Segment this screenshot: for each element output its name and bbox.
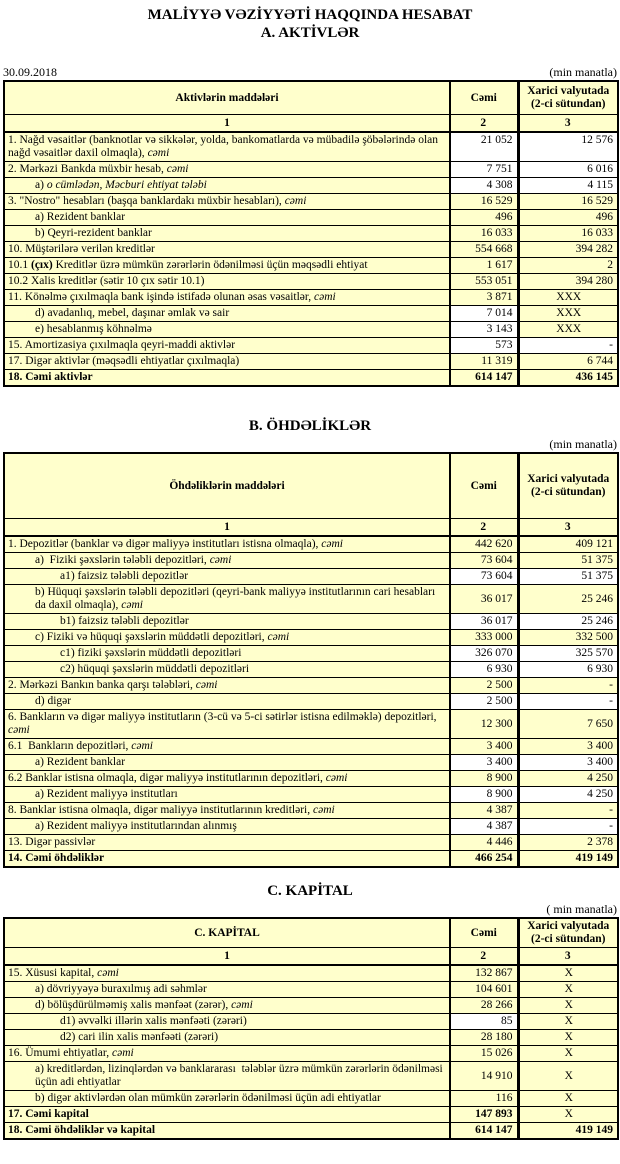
total-value-cell: 85 xyxy=(450,1014,518,1030)
foreign-value-cell: 394 282 xyxy=(518,242,618,258)
total-value-cell: 4 446 xyxy=(450,835,518,851)
row-label-cell: a) o cümlədən, Məcburi ehtiyat tələbi xyxy=(4,178,450,194)
table-row xyxy=(4,965,618,982)
row-label-cell: a) Rezident banklar xyxy=(4,210,450,226)
row-label-cell: 14. Cəmi öhdəliklər xyxy=(4,851,450,868)
table-row xyxy=(4,1107,618,1123)
column-index-2: 2 xyxy=(450,519,518,537)
table-row xyxy=(4,226,618,242)
row-label-cell: b1) faizsiz tələbli depozitlər xyxy=(4,614,450,630)
total-value-cell: 73 604 xyxy=(450,569,518,585)
row-label-cell: d) bölüşdürülməmiş xalis mənfəət (zərər), cəmi xyxy=(4,998,450,1014)
foreign-value-cell: 7 650 xyxy=(518,710,618,739)
row-label-cell: d1) əvvəlki illərin xalis mənfəəti (zərəri) xyxy=(4,1014,450,1030)
table-row xyxy=(4,306,618,322)
liabilities-total-column-header: Cəmi xyxy=(450,453,518,519)
foreign-value-cell: 436 145 xyxy=(518,370,618,387)
table-row xyxy=(4,646,618,662)
total-value-cell: 2 500 xyxy=(450,694,518,710)
table-row xyxy=(4,771,618,787)
total-value-cell: 36 017 xyxy=(450,585,518,614)
foreign-value-cell: 2 xyxy=(518,258,618,274)
row-label-cell: 2. Mərkəzi Bankın banka qarşı tələbləri, cəmi xyxy=(4,678,450,694)
table-row xyxy=(4,819,618,835)
liabilities-foreign-column-header: Xarici valyutada (2-ci sütundan) xyxy=(518,453,618,519)
total-value-cell: 21 052 xyxy=(450,132,518,162)
foreign-value-cell: X xyxy=(518,998,618,1014)
row-label-cell: 1. Depozitlər (banklar və digər maliyyə institutları istisna olmaqla), cəmi xyxy=(4,536,450,553)
foreign-value-cell: 25 246 xyxy=(518,614,618,630)
foreign-value-cell: 419 149 xyxy=(518,1123,618,1140)
foreign-value-cell: 4 250 xyxy=(518,771,618,787)
foreign-value-cell: 25 246 xyxy=(518,585,618,614)
row-label-cell: b) Hüquqi şəxslərin tələbli depozitləri (qeyri-bank maliyyə institutlarının cari hesabları da daxil olmaqla), cəmi xyxy=(4,585,450,614)
table-row xyxy=(4,290,618,306)
row-label-cell: d) digər xyxy=(4,694,450,710)
table-row xyxy=(4,536,618,553)
total-value-cell: 3 400 xyxy=(450,755,518,771)
foreign-value-cell: 51 375 xyxy=(518,553,618,569)
total-value-cell: 3 400 xyxy=(450,739,518,755)
row-label-cell: 17. Digər aktivlər (məqsədli ehtiyatlar çıxılmaqla) xyxy=(4,354,450,370)
foreign-value-cell: XXX xyxy=(518,306,618,322)
row-label-cell: a1) faizsiz tələbli depozitlər xyxy=(4,569,450,585)
total-value-cell: 28 266 xyxy=(450,998,518,1014)
table-row xyxy=(4,553,618,569)
row-label-cell: a) dövriyyəyə buraxılmış adi səhmlər xyxy=(4,982,450,998)
foreign-value-cell: - xyxy=(518,694,618,710)
row-label-cell: 10.1 (çıx) Kreditlər üzrə mümkün zərərlərin ödənilməsi üçün məqsədli ehtiyat xyxy=(4,258,450,274)
foreign-value-cell: 3 400 xyxy=(518,755,618,771)
unit-note-c: ( min manatla) xyxy=(546,902,617,916)
foreign-value-cell: XXX xyxy=(518,322,618,338)
total-value-cell: 14 910 xyxy=(450,1062,518,1091)
row-label-cell: c2) hüquqi şəxslərin müddətli depozitləri xyxy=(4,662,450,678)
foreign-value-cell: 6 930 xyxy=(518,662,618,678)
table-row xyxy=(4,694,618,710)
column-index-3: 3 xyxy=(518,519,618,537)
foreign-value-cell: 394 280 xyxy=(518,274,618,290)
row-label-cell: d2) cari ilin xalis mənfəəti (zərəri) xyxy=(4,1030,450,1046)
assets-header-row xyxy=(4,81,618,115)
table-row xyxy=(4,242,618,258)
total-value-cell: 326 070 xyxy=(450,646,518,662)
total-value-cell: 442 620 xyxy=(450,536,518,553)
capital-foreign-column-header: Xarici valyutada (2-ci sütundan) xyxy=(518,918,618,948)
table-row xyxy=(4,662,618,678)
capital-total-column-header: Cəmi xyxy=(450,918,518,948)
total-value-cell: 16 529 xyxy=(450,194,518,210)
foreign-value-cell: 4 250 xyxy=(518,787,618,803)
liabilities-header-row xyxy=(4,453,618,519)
total-value-cell: 12 300 xyxy=(450,710,518,739)
foreign-value-cell: 3 400 xyxy=(518,739,618,755)
table-row xyxy=(4,835,618,851)
total-value-cell: 466 254 xyxy=(450,851,518,868)
foreign-value-cell: 6 744 xyxy=(518,354,618,370)
table-row xyxy=(4,982,618,998)
total-value-cell: 4 387 xyxy=(450,819,518,835)
column-index-3: 3 xyxy=(518,115,618,133)
assets-total-column-header: Cəmi xyxy=(450,81,518,115)
column-index-2: 2 xyxy=(450,115,518,133)
table-row xyxy=(4,998,618,1014)
table-row xyxy=(4,787,618,803)
assets-table xyxy=(3,80,619,387)
table-row xyxy=(4,1062,618,1091)
total-value-cell: 4 387 xyxy=(450,803,518,819)
row-label-cell: c) Fiziki və hüquqi şəxslərin müddətli depozitləri, cəmi xyxy=(4,630,450,646)
unit-note-b: (min manatla) xyxy=(549,437,617,451)
table-row xyxy=(4,322,618,338)
table-row xyxy=(4,1014,618,1030)
row-label-cell: 6.2 Banklar istisna olmaqla, digər maliyyə institutlarının depozitləri, cəmi xyxy=(4,771,450,787)
row-label-cell: 10. Müştərilərə verilən kreditlər xyxy=(4,242,450,258)
capital-index-row xyxy=(4,948,618,966)
column-index-2: 2 xyxy=(450,948,518,966)
total-value-cell: 73 604 xyxy=(450,553,518,569)
foreign-value-cell: 332 500 xyxy=(518,630,618,646)
total-value-cell: 28 180 xyxy=(450,1030,518,1046)
row-label-cell: 2. Mərkəzi Bankda müxbir hesab, cəmi xyxy=(4,162,450,178)
table-row xyxy=(4,1030,618,1046)
total-value-cell: 3 143 xyxy=(450,322,518,338)
unit-note-a: (min manatla) xyxy=(549,65,617,79)
table-row xyxy=(4,354,618,370)
row-label-cell: 16. Ümumi ehtiyatlar, cəmi xyxy=(4,1046,450,1062)
liabilities-table xyxy=(3,452,619,868)
row-label-cell: b) Qeyri-rezident banklar xyxy=(4,226,450,242)
total-value-cell: 553 051 xyxy=(450,274,518,290)
total-value-cell: 614 147 xyxy=(450,1123,518,1140)
table-row xyxy=(4,274,618,290)
row-label-cell: a) Rezident maliyyə institutlarından alınmış xyxy=(4,819,450,835)
foreign-value-cell: X xyxy=(518,1046,618,1062)
table-row xyxy=(4,1091,618,1107)
foreign-value-cell: X xyxy=(518,982,618,998)
total-value-cell: 116 xyxy=(450,1091,518,1107)
column-index-1: 1 xyxy=(4,948,450,966)
table-row xyxy=(4,630,618,646)
table-row xyxy=(4,1046,618,1062)
row-label-cell: 18. Cəmi aktivlər xyxy=(4,370,450,387)
table-row xyxy=(4,210,618,226)
foreign-value-cell: 12 576 xyxy=(518,132,618,162)
total-value-cell: 7 751 xyxy=(450,162,518,178)
table-row xyxy=(4,803,618,819)
row-label-cell: 6. Bankların və digər maliyyə institutların (3-cü və 5-ci sətirlər istisna edilməklə) depozitləri, cəmi xyxy=(4,710,450,739)
foreign-value-cell: 6 016 xyxy=(518,162,618,178)
table-row xyxy=(4,851,618,868)
total-value-cell: 11 319 xyxy=(450,354,518,370)
foreign-value-cell: X xyxy=(518,1062,618,1091)
foreign-value-cell: 419 149 xyxy=(518,851,618,868)
liabilities-label-column-header: Öhdəliklərin maddələri xyxy=(4,453,450,519)
assets-foreign-column-header: Xarici valyutada (2-ci sütundan) xyxy=(518,81,618,115)
foreign-value-cell: X xyxy=(518,1091,618,1107)
row-label-cell: e) hesablanmış köhnəlmə xyxy=(4,322,450,338)
total-value-cell: 573 xyxy=(450,338,518,354)
row-label-cell: 6.1 Bankların depozitləri, cəmi xyxy=(4,739,450,755)
table-row xyxy=(4,178,618,194)
foreign-value-cell: X xyxy=(518,1030,618,1046)
row-label-cell: a) Fiziki şəxslərin tələbli depozitləri, cəmi xyxy=(4,553,450,569)
row-label-cell: d) avadanlıq, mebel, daşınar əmlak və sair xyxy=(4,306,450,322)
total-value-cell: 104 601 xyxy=(450,982,518,998)
total-value-cell: 3 871 xyxy=(450,290,518,306)
row-label-cell: 13. Digər passivlər xyxy=(4,835,450,851)
row-label-cell: a) kreditlərdən, lizinqlərdən və banklararası tələblər üzrə mümkün zərərlərin ödənilməsi üçün adi ehtiyatlar xyxy=(4,1062,450,1091)
total-value-cell: 1 617 xyxy=(450,258,518,274)
foreign-value-cell: - xyxy=(518,678,618,694)
foreign-value-cell: 4 115 xyxy=(518,178,618,194)
foreign-value-cell: XXX xyxy=(518,290,618,306)
table-row xyxy=(4,258,618,274)
assets-label-column-header: Aktivlərin maddələri xyxy=(4,81,450,115)
section-a-title: A. AKTİVLƏR xyxy=(260,25,360,41)
page-title: MALİYYƏ VƏZİYYƏTİ HAQQINDA HESABAT xyxy=(147,7,473,23)
foreign-value-cell: X xyxy=(518,1107,618,1123)
row-label-cell: 1. Nağd vəsaitlər (banknotlar və sikkələr, yolda, bankomatlarda və mübadilə şöbələrində olan nağd vəsaitlər daxil olmaqla), cəmi xyxy=(4,132,450,162)
foreign-value-cell: X xyxy=(518,965,618,982)
foreign-value-cell: 496 xyxy=(518,210,618,226)
table-row xyxy=(4,370,618,387)
meta-row xyxy=(3,65,617,79)
total-value-cell: 7 014 xyxy=(450,306,518,322)
total-value-cell: 16 033 xyxy=(450,226,518,242)
row-label-cell: a) Rezident maliyyə institutları xyxy=(4,787,450,803)
total-value-cell: 554 668 xyxy=(450,242,518,258)
row-label-cell: b) digər aktivlərdən olan mümkün zərərlərin ödənilməsi üçün adi ehtiyatlar xyxy=(4,1091,450,1107)
row-label-cell: 11. Könəlmə çıxılmaqla bank işində istifadə olunan əsas vəsaitlər, cəmi xyxy=(4,290,450,306)
total-value-cell: 614 147 xyxy=(450,370,518,387)
row-label-cell: 15. Xüsusi kapital, cəmi xyxy=(4,965,450,982)
capital-table xyxy=(3,917,619,1140)
foreign-value-cell: - xyxy=(518,803,618,819)
table-row xyxy=(4,162,618,178)
row-label-cell: 17. Cəmi kapital xyxy=(4,1107,450,1123)
table-row xyxy=(4,739,618,755)
column-index-1: 1 xyxy=(4,519,450,537)
total-value-cell: 132 867 xyxy=(450,965,518,982)
table-row xyxy=(4,1123,618,1140)
total-value-cell: 4 308 xyxy=(450,178,518,194)
report-date: 30.09.2018 xyxy=(3,65,57,79)
total-value-cell: 2 500 xyxy=(450,678,518,694)
total-value-cell: 6 930 xyxy=(450,662,518,678)
row-label-cell: 8. Banklar istisna olmaqla, digər maliyyə institutlarının kreditləri, cəmi xyxy=(4,803,450,819)
assets-index-row xyxy=(4,115,618,133)
column-index-3: 3 xyxy=(518,948,618,966)
table-row xyxy=(4,710,618,739)
total-value-cell: 15 026 xyxy=(450,1046,518,1062)
foreign-value-cell: 409 121 xyxy=(518,536,618,553)
table-row xyxy=(4,585,618,614)
report-header xyxy=(0,6,620,42)
section-b-title: B. ÖHDƏLİKLƏR xyxy=(248,418,372,434)
row-label-cell: 3. "Nostro" hesabları (başqa banklardakı müxbir hesabları), cəmi xyxy=(4,194,450,210)
foreign-value-cell: 16 033 xyxy=(518,226,618,242)
capital-label-column-header: C. KAPİTAL xyxy=(4,918,450,948)
total-value-cell: 8 900 xyxy=(450,771,518,787)
foreign-value-cell: 16 529 xyxy=(518,194,618,210)
foreign-value-cell: 51 375 xyxy=(518,569,618,585)
row-label-cell: 18. Cəmi öhdəliklər və kapital xyxy=(4,1123,450,1140)
foreign-value-cell: 325 570 xyxy=(518,646,618,662)
row-label-cell: c1) fiziki şəxslərin müddətli depozitləri xyxy=(4,646,450,662)
table-row xyxy=(4,569,618,585)
table-row xyxy=(4,755,618,771)
total-value-cell: 147 893 xyxy=(450,1107,518,1123)
liabilities-index-row xyxy=(4,519,618,537)
total-value-cell: 36 017 xyxy=(450,614,518,630)
foreign-value-cell: X xyxy=(518,1014,618,1030)
total-value-cell: 496 xyxy=(450,210,518,226)
foreign-value-cell: - xyxy=(518,338,618,354)
row-label-cell: 10.2 Xalis kreditlər (sətir 10 çıx sətir 10.1) xyxy=(4,274,450,290)
total-value-cell: 8 900 xyxy=(450,787,518,803)
total-value-cell: 333 000 xyxy=(450,630,518,646)
section-c-title: C. KAPİTAL xyxy=(267,883,353,899)
table-row xyxy=(4,614,618,630)
capital-header-row xyxy=(4,918,618,948)
row-label-cell: 15. Amortizasiya çıxılmaqla qeyri-maddi aktivlər xyxy=(4,338,450,354)
column-index-1: 1 xyxy=(4,115,450,133)
table-row xyxy=(4,678,618,694)
table-row xyxy=(4,338,618,354)
foreign-value-cell: - xyxy=(518,819,618,835)
table-row xyxy=(4,194,618,210)
table-row xyxy=(4,132,618,162)
foreign-value-cell: 2 378 xyxy=(518,835,618,851)
row-label-cell: a) Rezident banklar xyxy=(4,755,450,771)
